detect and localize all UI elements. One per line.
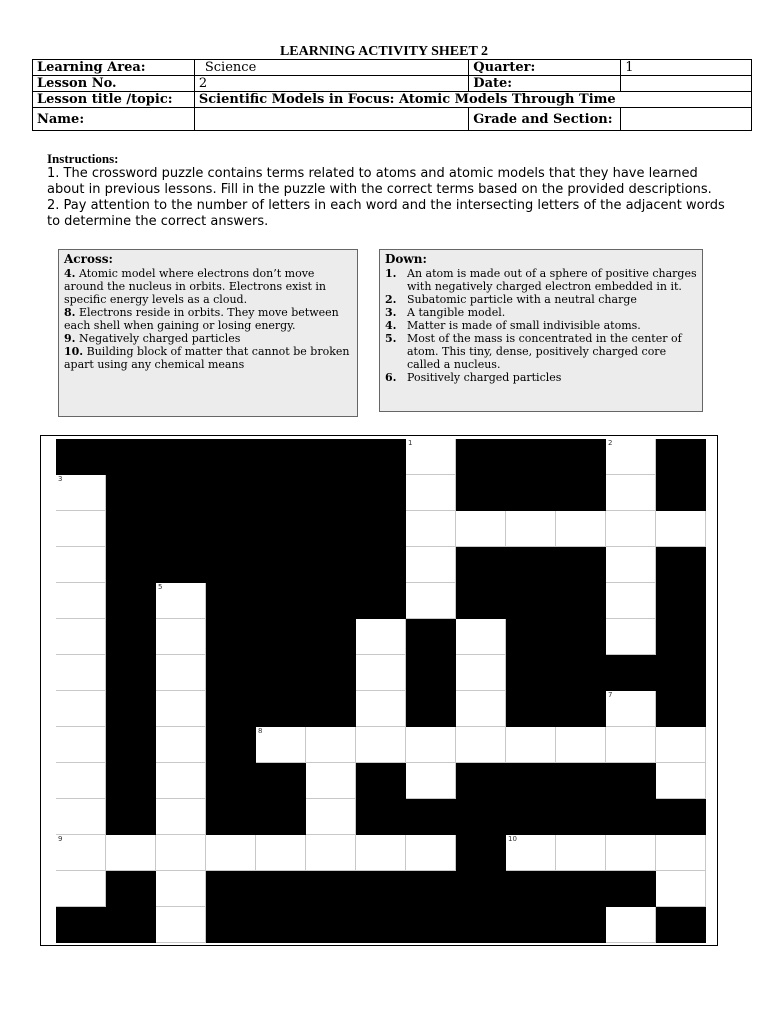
crossword-cell[interactable] xyxy=(156,655,206,691)
crossword-cell[interactable] xyxy=(406,547,456,583)
crossword-block xyxy=(106,439,156,475)
lesson-title-value: Scientific Models in Focus: Atomic Models Through Time xyxy=(194,92,751,108)
crossword-cell[interactable] xyxy=(306,835,356,871)
crossword-cell[interactable] xyxy=(106,835,156,871)
crossword-cell[interactable] xyxy=(656,511,706,547)
crossword-block xyxy=(656,907,706,943)
clue-number: 1 xyxy=(408,439,413,447)
crossword-block xyxy=(156,547,206,583)
crossword-cell[interactable] xyxy=(406,583,456,619)
crossword-block xyxy=(556,619,606,655)
crossword-cell[interactable] xyxy=(56,799,106,835)
crossword-cell[interactable] xyxy=(556,727,606,763)
across-clue: 8. Electrons reside in orbits. They move between each shell when gaining or losing energy. xyxy=(64,306,339,332)
crossword-cell[interactable] xyxy=(406,835,456,871)
crossword-block xyxy=(406,799,456,835)
crossword-block xyxy=(206,439,256,475)
crossword-cell[interactable] xyxy=(456,727,506,763)
crossword-cell[interactable] xyxy=(356,835,406,871)
crossword-cell[interactable] xyxy=(156,619,206,655)
down-clue: 4. Matter is made of small indivisible atoms. xyxy=(385,319,641,332)
name-field[interactable] xyxy=(194,108,468,131)
crossword-block xyxy=(506,763,556,799)
crossword-block xyxy=(306,907,356,943)
crossword-block xyxy=(256,799,306,835)
crossword-block xyxy=(256,439,306,475)
crossword-cell[interactable] xyxy=(56,655,106,691)
crossword-block xyxy=(456,907,506,943)
crossword-block xyxy=(306,547,356,583)
crossword-block xyxy=(356,583,406,619)
crossword-block xyxy=(506,907,556,943)
crossword-cell[interactable] xyxy=(56,583,106,619)
crossword-block xyxy=(206,727,256,763)
clue-number: 9 xyxy=(58,835,63,843)
crossword-block xyxy=(106,727,156,763)
crossword-block xyxy=(506,691,556,727)
crossword-block xyxy=(656,439,706,475)
crossword-cell[interactable] xyxy=(606,439,656,475)
crossword-block xyxy=(206,799,256,835)
clue-number: 3 xyxy=(58,475,63,483)
crossword-cell[interactable] xyxy=(556,511,606,547)
lesson-info-table xyxy=(32,59,752,131)
crossword-block xyxy=(406,907,456,943)
crossword-cell[interactable] xyxy=(606,727,656,763)
crossword-cell[interactable] xyxy=(606,619,656,655)
crossword-block xyxy=(506,547,556,583)
instruction-item: 2. Pay attention to the number of letters in each word and the intersecting letters of the adjacent words to determine the correct answers. xyxy=(47,198,725,229)
crossword-cell[interactable] xyxy=(356,655,406,691)
crossword-block xyxy=(156,511,206,547)
clue-number: 8 xyxy=(258,727,263,735)
crossword-cell[interactable] xyxy=(56,763,106,799)
crossword-cell[interactable] xyxy=(606,475,656,511)
lesson-title-label: Lesson title /topic: xyxy=(33,92,195,108)
crossword-block xyxy=(306,475,356,511)
crossword-block xyxy=(256,475,306,511)
crossword-block xyxy=(156,475,206,511)
crossword-cell[interactable] xyxy=(56,619,106,655)
across-clues-box xyxy=(58,249,358,417)
crossword-block xyxy=(456,871,506,907)
crossword-cell[interactable] xyxy=(256,835,306,871)
crossword-block xyxy=(406,655,456,691)
crossword-cell[interactable] xyxy=(556,835,606,871)
crossword-block xyxy=(256,619,306,655)
crossword-block xyxy=(506,871,556,907)
crossword-block xyxy=(356,439,406,475)
down-clue: 5. Most of the mass is concentrated in the center of atom. This tiny, dense, positively charged core called a nucleus. xyxy=(385,332,682,371)
crossword-block xyxy=(556,871,606,907)
crossword-block xyxy=(206,907,256,943)
down-heading: Down: xyxy=(385,252,427,266)
crossword-block xyxy=(556,583,606,619)
crossword-cell[interactable] xyxy=(656,871,706,907)
crossword-cell[interactable] xyxy=(606,835,656,871)
crossword-cell[interactable] xyxy=(606,907,656,943)
crossword-block xyxy=(206,655,256,691)
quarter-value[interactable]: 1 xyxy=(621,60,752,76)
crossword-block xyxy=(356,475,406,511)
crossword-cell[interactable] xyxy=(606,547,656,583)
crossword-block xyxy=(356,547,406,583)
crossword-cell[interactable] xyxy=(406,763,456,799)
crossword-grid xyxy=(56,439,706,943)
crossword-cell[interactable] xyxy=(506,727,556,763)
crossword-block xyxy=(256,691,306,727)
crossword-block xyxy=(106,583,156,619)
crossword-block xyxy=(556,691,606,727)
instructions-heading: Instructions: xyxy=(47,151,119,166)
crossword-block xyxy=(556,475,606,511)
crossword-block xyxy=(356,799,406,835)
crossword-cell[interactable] xyxy=(156,691,206,727)
crossword-block xyxy=(606,799,656,835)
sheet-title: LEARNING ACTIVITY SHEET 2 xyxy=(279,44,489,59)
crossword-block xyxy=(656,655,706,691)
crossword-cell[interactable] xyxy=(506,835,556,871)
crossword-cell[interactable] xyxy=(456,691,506,727)
crossword-cell[interactable] xyxy=(56,511,106,547)
clue-number: 7 xyxy=(608,691,613,699)
crossword-block xyxy=(606,655,656,691)
quarter-label: Quarter: xyxy=(469,60,621,76)
crossword-cell[interactable] xyxy=(306,799,356,835)
crossword-cell[interactable] xyxy=(606,511,656,547)
down-clue: 2. Subatomic particle with a neutral charge xyxy=(385,293,637,306)
crossword-cell[interactable] xyxy=(456,619,506,655)
crossword-block xyxy=(106,511,156,547)
lesson-no-label: Lesson No. xyxy=(33,76,195,92)
crossword-block xyxy=(156,439,206,475)
lesson-no-value[interactable]: 2 xyxy=(194,76,468,92)
crossword-block xyxy=(206,475,256,511)
crossword-cell[interactable] xyxy=(156,835,206,871)
crossword-block xyxy=(406,871,456,907)
crossword-block xyxy=(106,475,156,511)
crossword-block xyxy=(306,583,356,619)
clue-number: 5 xyxy=(158,583,163,591)
crossword-block xyxy=(106,871,156,907)
crossword-block xyxy=(506,655,556,691)
crossword-cell[interactable] xyxy=(306,727,356,763)
crossword-block xyxy=(656,691,706,727)
crossword-block xyxy=(106,691,156,727)
crossword-cell[interactable] xyxy=(456,655,506,691)
crossword-block xyxy=(556,439,606,475)
crossword-block xyxy=(456,583,506,619)
crossword-block xyxy=(556,655,606,691)
crossword-block xyxy=(656,475,706,511)
down-clues-box xyxy=(379,249,703,412)
crossword-block xyxy=(206,511,256,547)
crossword-block xyxy=(356,907,406,943)
crossword-block xyxy=(306,511,356,547)
crossword-block xyxy=(206,583,256,619)
crossword-block xyxy=(306,655,356,691)
crossword-cell[interactable] xyxy=(306,763,356,799)
crossword-block xyxy=(656,547,706,583)
crossword-block xyxy=(356,871,406,907)
down-clue: 6. Positively charged particles xyxy=(385,371,562,384)
crossword-cell[interactable] xyxy=(156,583,206,619)
crossword-block xyxy=(256,655,306,691)
crossword-cell[interactable] xyxy=(56,835,106,871)
crossword-block xyxy=(306,691,356,727)
crossword-block xyxy=(356,511,406,547)
crossword-cell[interactable] xyxy=(256,727,306,763)
crossword-cell[interactable] xyxy=(406,475,456,511)
down-clue: 1. An atom is made out of a sphere of positive charges with negatively charged electron embedded in it. xyxy=(385,267,697,293)
clue-number: 10 xyxy=(508,835,517,843)
grade-section-field[interactable] xyxy=(621,108,752,131)
crossword-block xyxy=(406,619,456,655)
crossword-cell[interactable] xyxy=(506,511,556,547)
crossword-block xyxy=(306,871,356,907)
crossword-block xyxy=(106,619,156,655)
instruction-item: 1. The crossword puzzle contains terms related to atoms and atomic models that they have learned about in previous lessons. Fill in the puzzle with the correct terms based on the provided descriptions. xyxy=(47,166,712,197)
crossword-block xyxy=(456,763,506,799)
clue-number: 2 xyxy=(608,439,613,447)
crossword-block xyxy=(106,547,156,583)
crossword-block xyxy=(306,439,356,475)
crossword-block xyxy=(556,907,606,943)
crossword-block xyxy=(256,583,306,619)
crossword-cell[interactable] xyxy=(356,619,406,655)
crossword-cell[interactable] xyxy=(356,691,406,727)
crossword-cell[interactable] xyxy=(356,727,406,763)
across-clue: 9. Negatively charged particles xyxy=(64,332,241,345)
crossword-cell[interactable] xyxy=(56,727,106,763)
crossword-block xyxy=(506,475,556,511)
crossword-block xyxy=(506,619,556,655)
crossword-block xyxy=(456,835,506,871)
crossword-block xyxy=(56,439,106,475)
crossword-cell[interactable] xyxy=(606,583,656,619)
grade-section-label: Grade and Section: xyxy=(469,108,621,131)
learning-area-value[interactable]: Science xyxy=(194,60,468,76)
crossword-block xyxy=(106,799,156,835)
crossword-block xyxy=(656,619,706,655)
crossword-cell[interactable] xyxy=(156,799,206,835)
crossword-block xyxy=(106,763,156,799)
crossword-cell[interactable] xyxy=(456,511,506,547)
crossword-block xyxy=(606,871,656,907)
crossword-block xyxy=(406,691,456,727)
crossword-block xyxy=(256,907,306,943)
crossword-block xyxy=(506,799,556,835)
crossword-cell[interactable] xyxy=(406,439,456,475)
crossword-cell[interactable] xyxy=(406,727,456,763)
crossword-block xyxy=(106,907,156,943)
crossword-block xyxy=(456,475,506,511)
crossword-cell[interactable] xyxy=(656,763,706,799)
crossword-block xyxy=(606,763,656,799)
crossword-cell[interactable] xyxy=(56,547,106,583)
crossword-block xyxy=(206,871,256,907)
crossword-cell[interactable] xyxy=(156,907,206,943)
learning-area-label: Learning Area: xyxy=(33,60,195,76)
crossword-block xyxy=(206,763,256,799)
across-clue: 10. Building block of matter that cannot be broken apart using any chemical means xyxy=(64,345,350,371)
name-label: Name: xyxy=(33,108,195,131)
crossword-cell[interactable] xyxy=(156,727,206,763)
crossword-block xyxy=(556,799,606,835)
crossword-cell[interactable] xyxy=(156,763,206,799)
crossword-block xyxy=(556,763,606,799)
crossword-block xyxy=(356,763,406,799)
crossword-block xyxy=(206,619,256,655)
crossword-block xyxy=(656,583,706,619)
crossword-block xyxy=(256,547,306,583)
crossword-block xyxy=(506,583,556,619)
crossword-cell[interactable] xyxy=(656,835,706,871)
crossword-block xyxy=(206,547,256,583)
date-label: Date: xyxy=(469,76,621,92)
across-clue: 4. Atomic model where electrons don’t move around the nucleus in orbits. Electrons exist in specific energy levels as a cloud. xyxy=(64,267,326,306)
crossword-cell[interactable] xyxy=(206,835,256,871)
crossword-block xyxy=(256,763,306,799)
crossword-block xyxy=(456,799,506,835)
crossword-cell[interactable] xyxy=(656,727,706,763)
crossword-cell[interactable] xyxy=(56,691,106,727)
crossword-cell[interactable] xyxy=(406,511,456,547)
crossword-cell[interactable] xyxy=(606,691,656,727)
crossword-block xyxy=(656,799,706,835)
crossword-block xyxy=(56,907,106,943)
crossword-cell[interactable] xyxy=(56,871,106,907)
crossword-block xyxy=(256,871,306,907)
crossword-block xyxy=(306,619,356,655)
crossword-block xyxy=(206,691,256,727)
crossword-cell[interactable] xyxy=(156,871,206,907)
date-field[interactable] xyxy=(621,76,752,92)
crossword-block xyxy=(556,547,606,583)
crossword-block xyxy=(456,547,506,583)
down-clue: 3. A tangible model. xyxy=(385,306,506,319)
instructions-text xyxy=(47,166,737,230)
crossword-block xyxy=(456,439,506,475)
crossword-cell[interactable] xyxy=(56,475,106,511)
crossword-block xyxy=(106,655,156,691)
crossword-block xyxy=(506,439,556,475)
crossword-block xyxy=(256,511,306,547)
across-heading: Across: xyxy=(64,252,113,266)
